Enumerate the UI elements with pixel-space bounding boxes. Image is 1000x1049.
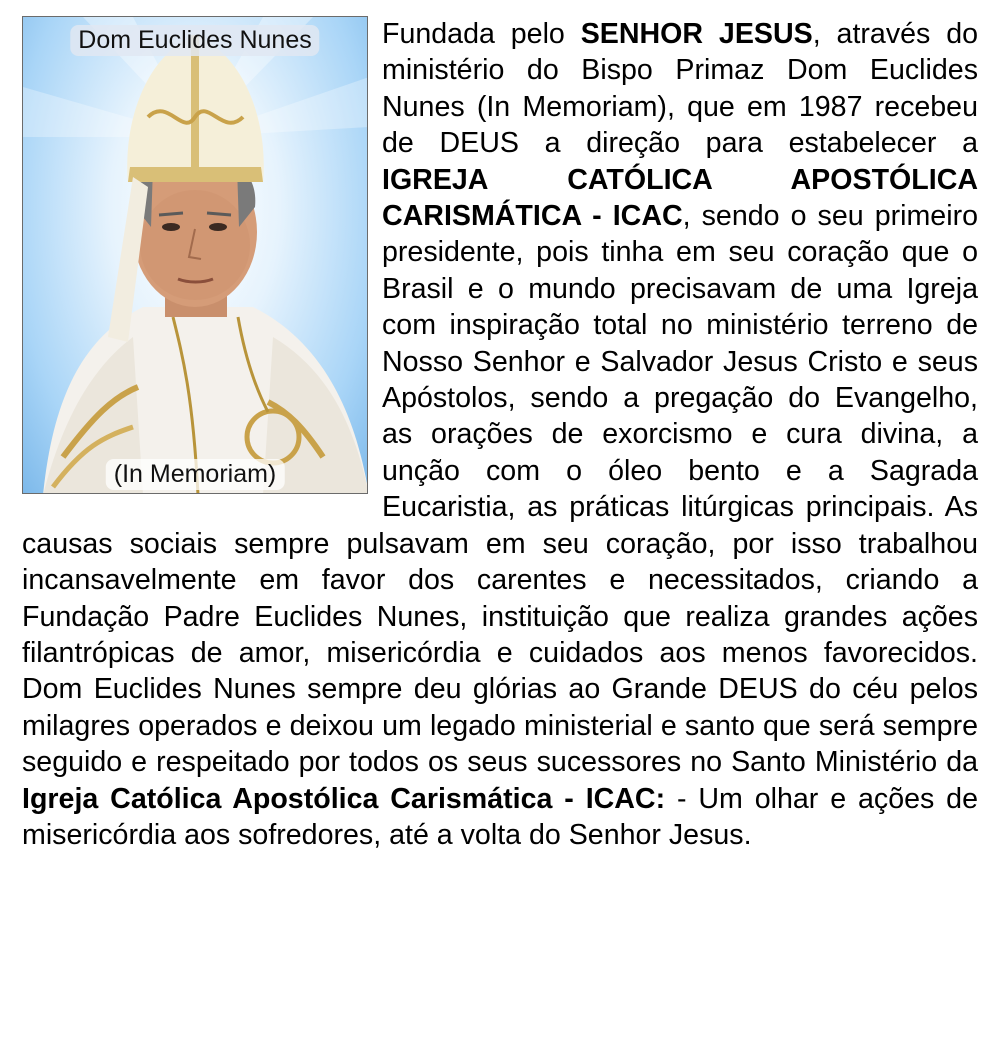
portrait-caption-name: Dom Euclides Nunes bbox=[70, 25, 319, 56]
bishop-portrait-illustration bbox=[23, 17, 368, 494]
text-segment: - Um olhar e ações de misericórdia aos sofredores, até a volta do Senhor Jesus. bbox=[22, 782, 978, 851]
bold-text-senhor-jesus: SENHOR JESUS bbox=[580, 18, 813, 50]
text-segment: , sendo o seu primeiro presidente, pois tinha em seu coração que o Brasil e o mundo precisavam de uma Igreja com inspiração total no ministério terreno de Nosso Senhor e Salvador Jesus Cristo e seus Apóstolos, sendo a pregação do Evangelho, as orações de exorcismo e cura divina, a unção com o óleo bento e a Sagrada Eucaristia, as práticas litúrgicas principais. As causas sociais sempre pulsavam em seu coração, por isso trabalhou incansavelmente em favor dos carentes e necessitados, criando a Fundação Padre Euclides Nunes, instituição que realiza grandes ações filantrópicas de amor, misericórdia e cuidados aos menos favorecidos. Dom Euclides Nunes sempre deu glórias ao Grande DEUS do céu pelos milagres operados e deixou um legado ministerial e santo que será sempre seguido e respeitado por todos os seus sucessores no Santo Ministério da bbox=[22, 200, 978, 779]
portrait-photo bbox=[22, 16, 368, 494]
text-segment: , através do ministério do Bispo Primaz Dom Euclides Nunes (In Memoriam), que em 1987 recebeu de DEUS a direção para estabelecer a bbox=[382, 18, 979, 160]
text-segment: Fundada pelo bbox=[382, 18, 581, 50]
bold-text-church-name-closing: Igreja Católica Apostólica Carismática - ICAC: bbox=[22, 782, 666, 815]
portrait-caption-memoriam: (In Memoriam) bbox=[106, 459, 285, 490]
bold-text-church-name: IGREJA CATÓLICA APOSTÓLICA CARISMÁTICA - ICAC bbox=[382, 163, 978, 233]
